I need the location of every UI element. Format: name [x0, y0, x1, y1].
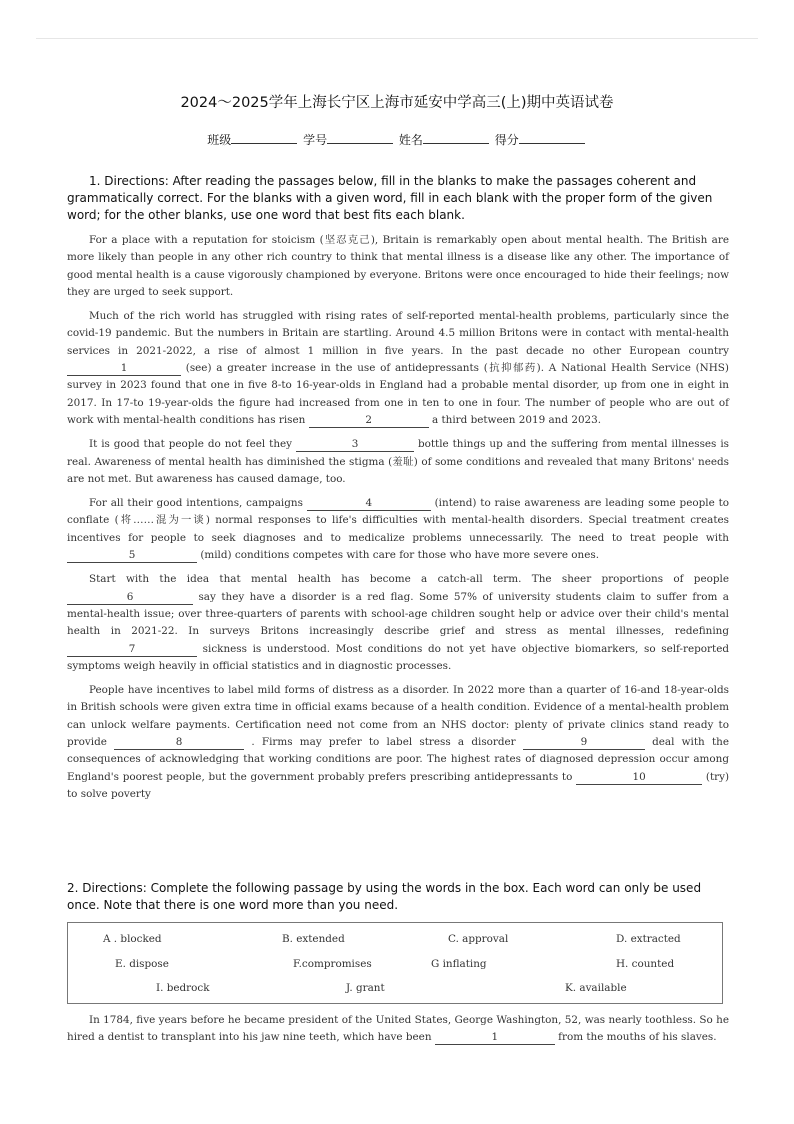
blank-7[interactable]: 7 — [67, 643, 197, 657]
paragraph-text: . Firms may prefer to label stress a disorder — [251, 736, 516, 749]
word-option: A . blocked — [103, 933, 162, 945]
blank-5[interactable]: 5 — [67, 549, 197, 563]
blank-9[interactable]: 9 — [523, 736, 645, 750]
page-title: 2024～2025学年上海长宁区上海市延安中学高三(上)期中英语试卷 — [180, 95, 614, 111]
paragraph-6 — [67, 682, 729, 803]
paragraph-text: Much of the rich world has struggled with rising rates of self-reported mental-health problems, particularly since the covid-19 pandemic. But the numbers in Britain are startling. Around 4.5 million Britons were in contact with mental-health services in 2021-2022, a rise of almost 1 million in five years. In the past decade no other European country — [67, 310, 729, 357]
paragraph-text: a third between 2019 and 2023. — [431, 413, 602, 426]
paragraph-text: (see) a greater increase in the use of antidepressants (抗抑郁药). A National Health Service (NHS) survey in 2023 found that one in five 8-to 16-year-olds in England had a probable mental disorder, up from one in eight in 2017. In 17-to 19-year-olds the figure had increased from one in ten to one in four. The number of people who are out of work with mental-health conditions has risen — [67, 362, 729, 426]
word-option: E. dispose — [115, 958, 169, 970]
word-option: C. approval — [448, 933, 509, 945]
paragraph-text: (mild) conditions competes with care for those who have more severe ones. — [200, 549, 600, 562]
blank-1[interactable]: 1 — [67, 362, 181, 376]
paragraph-2 — [67, 308, 729, 429]
paragraph-text: deal with the consequences of acknowledging that working conditions are poor. The highest rates of diagnosed depression occur among England's poorest people, but the government probably prefers prescribing antidepressants to — [67, 736, 729, 783]
word-option: B. extended — [282, 933, 345, 945]
blank-3[interactable]: 3 — [296, 438, 414, 452]
score-field[interactable] — [519, 131, 585, 144]
question-1-directions: 1. Directions: After reading the passages below, fill in the blanks to make the passages coherent and grammatically correct. For the blanks with a given word, fill in each blank with the proper form of the given word; for the other blanks, use one word that best fits each blank. — [67, 174, 713, 222]
name-field[interactable] — [423, 131, 489, 144]
paragraph-text: say they have a disorder is a red flag. Some 57% of university students claim to suffer from a mental-health issue; over three-quarters of parents with school-age children sought help or advice over their child's mental health in 2021-22. In surveys Britons increasingly describe grief and stress as mental illnesses, redefining — [67, 590, 729, 638]
paragraph-text: from the mouths of his slaves. — [558, 1031, 717, 1044]
paragraph-text: bottle things up and the suffering from mental illnesses is real. Awareness of mental health has diminished the stigma (羞耻) of some conditions and revealed that many Britons' needs are not met. But awareness has caused damage, too. — [67, 438, 729, 485]
paragraph-4 — [67, 495, 729, 564]
name-label: 姓名 — [398, 133, 423, 147]
paragraph-text: sickness is understood. Most conditions do not yet have objective biomarkers, so self-reported symptoms weigh heavily in official statistics and in diagnostic processes. — [67, 642, 729, 672]
paragraph-3 — [67, 436, 729, 488]
paragraph-text: (intend) to raise awareness are leading some people to conflate (将……混为一谈) normal responses to life's difficulties with mental-health disorders. Special treatment creates incentives for people to seek diagnoses and to medicalize problems unnecessarily. The need to treat people with — [67, 497, 730, 544]
blank-6[interactable]: 6 — [67, 591, 193, 605]
word-box — [67, 922, 723, 1004]
paragraph-text: (try) to solve poverty — [67, 770, 730, 800]
paragraph-text: People have incentives to label mild forms of distress as a disorder. In 2022 more than a quarter of 16-and 18-year-olds in British schools were given extra time in official exams because of a health condition. Evidence of a mental-health problem can unlock welfare payments. Certification need not come from an NHS doctor: plenty of private clinics stand ready to provide — [67, 684, 729, 749]
blank-1[interactable]: 1 — [435, 1031, 555, 1045]
word-option: J. grant — [346, 982, 385, 994]
word-option: F.compromises — [293, 958, 372, 970]
header-divider — [36, 38, 758, 39]
word-option: H. counted — [616, 958, 675, 970]
score-label: 得分 — [494, 133, 519, 147]
word-option: I. bedrock — [156, 982, 210, 994]
student-info-line — [0, 131, 794, 148]
paragraph-text: For all their good intentions, campaigns — [89, 497, 303, 510]
blank-2[interactable]: 2 — [309, 414, 429, 428]
paragraph-5 — [67, 571, 729, 675]
question-2-passage — [67, 1012, 729, 1047]
number-field[interactable] — [327, 131, 393, 144]
word-option: K. available — [565, 982, 627, 994]
class-field[interactable] — [231, 131, 297, 144]
word-option: G inflating — [431, 958, 487, 970]
blank-4[interactable]: 4 — [307, 497, 431, 511]
class-label: 班级 — [207, 133, 232, 147]
paragraph-text: It is good that people do not feel they — [89, 438, 293, 451]
blank-10[interactable]: 10 — [576, 771, 702, 785]
word-option: D. extracted — [616, 933, 681, 945]
question-2-directions: 2. Directions: Complete the following passage by using the words in the box. Each word can only be used once. Note that there is one word more than you need. — [67, 881, 702, 912]
number-label: 学号 — [303, 133, 328, 147]
paragraph-text: Start with the idea that mental health has become a catch-all term. The sheer proportions of people — [89, 573, 729, 586]
paragraph-1 — [67, 1012, 729, 1047]
blank-8[interactable]: 8 — [114, 736, 244, 750]
paragraph-1: For a place with a reputation for stoicism (坚忍克己), Britain is remarkably open about mental health. The British are more likely than people in any other rich country to think that mental illness is a disease like any other. The importance of good mental health is a cause vigorously championed by everyone. Britons were once encouraged to hide their feelings; now they are urged to seek support. — [67, 234, 729, 298]
paragraph-text: In 1784, five years before he became president of the United States, George Washington, 52, was nearly toothless. So he hired a dentist to transplant into his jaw nine teeth, which have been — [67, 1014, 729, 1044]
question-1-passage — [67, 232, 729, 803]
